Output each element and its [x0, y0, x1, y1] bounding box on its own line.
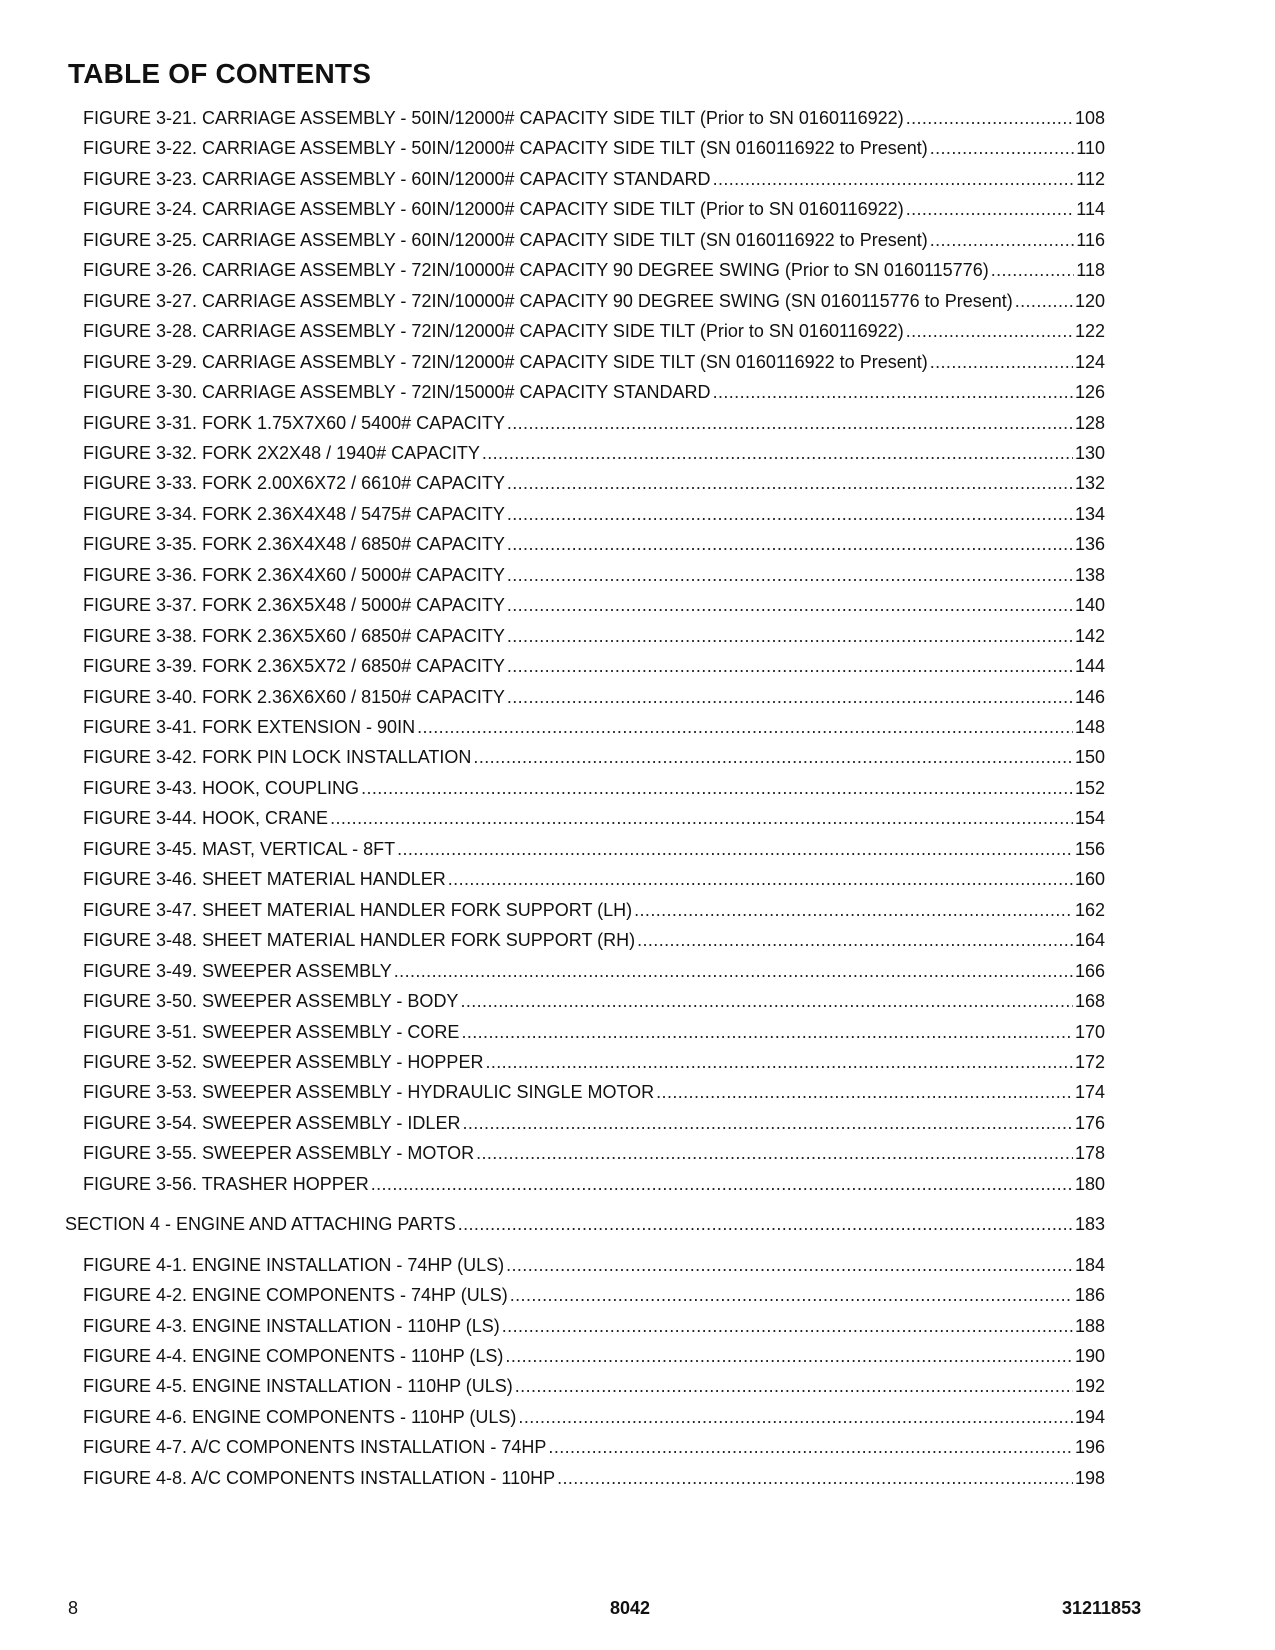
- dot-leader: [462, 1112, 1073, 1134]
- page-title: TABLE OF CONTENTS: [68, 58, 372, 89]
- dot-leader: [930, 137, 1075, 159]
- toc-entry-label: FIGURE 3-38. FORK 2.36X5X60 / 6850# CAPACITY: [83, 625, 505, 646]
- toc-entry-label: FIGURE 3-31. FORK 1.75X7X60 / 5400# CAPACITY: [83, 412, 505, 433]
- toc-entry-page: 194: [1074, 1406, 1105, 1427]
- toc-entry-label: FIGURE 4-7. A/C COMPONENTS INSTALLATION - 74HP: [83, 1437, 547, 1458]
- dot-leader: [507, 412, 1073, 434]
- toc-entry-label: FIGURE 3-47. SHEET MATERIAL HANDLER FORK SUPPORT (LH): [83, 899, 633, 920]
- toc-entry-label: FIGURE 3-41. FORK EXTENSION - 90IN: [83, 717, 416, 737]
- dot-leader: [713, 381, 1073, 403]
- toc-entry-page: 146: [1074, 686, 1105, 707]
- toc-figure-entry[interactable]: [83, 533, 1105, 555]
- dot-leader: [502, 1315, 1073, 1337]
- toc-entry-label: FIGURE 4-6. ENGINE COMPONENTS - 110HP (ULS): [83, 1406, 517, 1427]
- toc-entry-page: 116: [1076, 229, 1105, 250]
- toc-entry-label: FIGURE 3-48. SHEET MATERIAL HANDLER FORK SUPPORT (RH): [83, 930, 636, 951]
- toc-figure-entry[interactable]: [83, 381, 1105, 403]
- toc-entry-page: 168: [1074, 991, 1105, 1012]
- toc-entry-page: 120: [1074, 290, 1105, 311]
- toc-entry-page: 183: [1074, 1214, 1105, 1235]
- toc-entry-page: 192: [1074, 1376, 1105, 1397]
- dot-leader: [906, 107, 1073, 129]
- toc-entry-label: FIGURE 3-42. FORK PIN LOCK INSTALLATION: [83, 747, 472, 768]
- toc-entry-page: 166: [1074, 960, 1105, 981]
- toc-figure-entry[interactable]: [83, 1406, 1105, 1428]
- toc-figure-entry[interactable]: [83, 807, 1105, 829]
- dot-leader: [507, 686, 1073, 708]
- toc-entry-label: FIGURE 4-3. ENGINE INSTALLATION - 110HP (LS): [83, 1315, 500, 1336]
- dot-leader: [991, 259, 1075, 281]
- toc-figure-entry[interactable]: [83, 442, 1105, 464]
- toc-entry-label: FIGURE 4-8. A/C COMPONENTS INSTALLATION - 110HP: [83, 1467, 556, 1488]
- toc-figure-entry[interactable]: [83, 594, 1105, 616]
- toc-entry-page: 126: [1074, 382, 1105, 403]
- toc-entry-page: 188: [1074, 1315, 1105, 1336]
- toc-figure-entry[interactable]: [83, 1021, 1105, 1043]
- toc-entry-label: FIGURE 3-28. CARRIAGE ASSEMBLY - 72IN/12000# CAPACITY SIDE TILT (Prior to SN 0160116922): [83, 321, 904, 342]
- toc-figure-entry[interactable]: [83, 107, 1105, 129]
- toc-entry-label: FIGURE 3-36. FORK 2.36X4X60 / 5000# CAPACITY: [83, 564, 505, 585]
- toc-entry-page: 128: [1074, 412, 1105, 433]
- toc-figure-entry[interactable]: [83, 1284, 1105, 1306]
- dot-leader: [507, 533, 1073, 555]
- toc-entry-page: 112: [1076, 168, 1105, 189]
- toc-entry-label: FIGURE 3-51. SWEEPER ASSEMBLY - CORE: [83, 1021, 460, 1042]
- toc-entry-page: 144: [1074, 656, 1105, 677]
- toc-entry-page: 154: [1074, 808, 1105, 829]
- toc-entry-label: FIGURE 3-26. CARRIAGE ASSEMBLY - 72IN/10000# CAPACITY 90 DEGREE SWING (Prior to SN 0160115776): [83, 260, 989, 281]
- dot-leader: [485, 1051, 1073, 1073]
- toc-figure-entry[interactable]: [83, 1436, 1105, 1458]
- toc-entry-page: 140: [1074, 595, 1105, 616]
- toc-entry-page: 196: [1074, 1437, 1105, 1458]
- footer-model: 8042: [610, 1598, 651, 1618]
- toc-entry-label: FIGURE 3-35. FORK 2.36X4X48 / 6850# CAPACITY: [83, 534, 505, 555]
- footer-page-number: 8: [68, 1598, 79, 1618]
- dot-leader: [507, 564, 1073, 586]
- dot-leader: [510, 1284, 1073, 1306]
- toc-figure-entry[interactable]: [83, 838, 1105, 860]
- toc-entry-page: 160: [1074, 869, 1105, 890]
- toc-entry-page: 156: [1074, 838, 1105, 859]
- toc-entry-page: 148: [1074, 717, 1105, 737]
- toc-figure-entry[interactable]: [83, 472, 1105, 494]
- toc-entry-label: FIGURE 3-27. CARRIAGE ASSEMBLY - 72IN/10000# CAPACITY 90 DEGREE SWING (SN 0160115776 to Present): [83, 290, 1013, 311]
- dot-leader: [371, 1173, 1073, 1195]
- dot-leader: [507, 655, 1073, 677]
- toc-entry-page: 108: [1074, 108, 1105, 128]
- toc-entry-label: FIGURE 3-53. SWEEPER ASSEMBLY - HYDRAULIC SINGLE MOTOR: [83, 1082, 655, 1103]
- toc-entry-page: 170: [1074, 1021, 1105, 1042]
- toc-entry-label: FIGURE 3-45. MAST, VERTICAL - 8FT: [83, 838, 396, 859]
- toc-entry-label: FIGURE 4-4. ENGINE COMPONENTS - 110HP (LS): [83, 1346, 504, 1366]
- toc-figure-entry[interactable]: [83, 1142, 1105, 1164]
- toc-entry-label: FIGURE 3-32. FORK 2X2X48 / 1940# CAPACITY: [83, 442, 480, 463]
- toc-entry-page: 110: [1076, 138, 1105, 159]
- toc-figure-entry[interactable]: [83, 1112, 1105, 1134]
- toc-figure-entry[interactable]: [83, 351, 1105, 373]
- toc-entry-page: 190: [1074, 1346, 1105, 1366]
- toc-entry-label: FIGURE 3-25. CARRIAGE ASSEMBLY - 60IN/12000# CAPACITY SIDE TILT (SN 0160116922 to Present): [83, 229, 928, 250]
- toc-entry-label: FIGURE 3-55. SWEEPER ASSEMBLY - MOTOR: [83, 1143, 475, 1164]
- toc-figure-entry[interactable]: [83, 716, 1105, 738]
- toc-section-entry[interactable]: [65, 1213, 1105, 1235]
- toc-entry-page: 186: [1074, 1285, 1105, 1306]
- dot-leader: [906, 320, 1073, 342]
- toc-entry-label: FIGURE 4-2. ENGINE COMPONENTS - 74HP (ULS): [83, 1285, 508, 1306]
- dot-leader: [507, 503, 1073, 525]
- toc-entry-label: FIGURE 3-24. CARRIAGE ASSEMBLY - 60IN/12000# CAPACITY SIDE TILT (Prior to SN 0160116922): [83, 199, 904, 220]
- dot-leader: [397, 838, 1073, 860]
- toc-entry-label: FIGURE 3-22. CARRIAGE ASSEMBLY - 50IN/12000# CAPACITY SIDE TILT (SN 0160116922 to Present): [83, 138, 928, 159]
- dot-leader: [461, 1021, 1073, 1043]
- toc-figure-entry[interactable]: [83, 686, 1105, 708]
- toc-entry-page: 124: [1074, 351, 1105, 372]
- dot-leader: [906, 198, 1075, 220]
- toc-figure-entry[interactable]: [83, 655, 1105, 677]
- toc-figure-entry[interactable]: [83, 899, 1105, 921]
- toc-entry-page: 180: [1074, 1173, 1105, 1194]
- dot-leader: [460, 990, 1073, 1012]
- toc-figure-entry[interactable]: [83, 625, 1105, 647]
- toc-figure-entry[interactable]: [83, 868, 1105, 890]
- toc-entry-page: 150: [1074, 747, 1105, 768]
- toc-entry-label: FIGURE 3-49. SWEEPER ASSEMBLY: [83, 960, 392, 981]
- toc-figure-entry[interactable]: [83, 503, 1105, 525]
- dot-leader: [507, 594, 1073, 616]
- toc-entry-page: 136: [1074, 534, 1105, 555]
- toc-figure-entry[interactable]: [83, 259, 1105, 281]
- toc-entry-label: FIGURE 3-23. CARRIAGE ASSEMBLY - 60IN/12000# CAPACITY STANDARD: [83, 168, 711, 189]
- toc-entry-label: FIGURE 3-30. CARRIAGE ASSEMBLY - 72IN/15000# CAPACITY STANDARD: [83, 382, 711, 403]
- dot-leader: [518, 1406, 1073, 1428]
- toc-entry-label: FIGURE 3-54. SWEEPER ASSEMBLY - IDLER: [83, 1112, 461, 1133]
- toc-entry-page: 122: [1074, 321, 1105, 342]
- toc-entry-label: FIGURE 3-21. CARRIAGE ASSEMBLY - 50IN/12000# CAPACITY SIDE TILT (Prior to SN 0160116922): [83, 108, 904, 128]
- dot-leader: [637, 929, 1073, 951]
- toc-figure-entry[interactable]: [83, 929, 1105, 951]
- dot-leader: [507, 472, 1073, 494]
- toc-figure-entry[interactable]: [83, 1081, 1105, 1103]
- toc-figure-entry[interactable]: [83, 412, 1105, 434]
- toc-entry-label: FIGURE 3-46. SHEET MATERIAL HANDLER: [83, 869, 446, 890]
- toc-figure-entry[interactable]: [83, 168, 1105, 190]
- dot-leader: [458, 1213, 1073, 1235]
- toc-entry-page: 164: [1074, 930, 1105, 951]
- toc-entry-page: 134: [1074, 503, 1105, 524]
- toc-figure-entry[interactable]: [83, 777, 1105, 799]
- dot-leader: [448, 868, 1073, 890]
- dot-leader: [505, 1345, 1073, 1367]
- toc-entry-page: 184: [1074, 1254, 1105, 1275]
- toc-figure-entry[interactable]: [83, 1315, 1105, 1337]
- toc-entry-page: 178: [1074, 1143, 1105, 1164]
- toc-figure-entry[interactable]: [83, 198, 1105, 220]
- toc-figure-entry[interactable]: [83, 290, 1105, 312]
- toc-figure-entry[interactable]: [83, 990, 1105, 1012]
- toc-entry-label: FIGURE 4-5. ENGINE INSTALLATION - 110HP (ULS): [83, 1376, 513, 1397]
- toc-entry-label: SECTION 4 - ENGINE AND ATTACHING PARTS: [65, 1214, 456, 1235]
- toc-figure-entry[interactable]: [83, 1467, 1105, 1489]
- dot-leader: [548, 1436, 1073, 1458]
- toc-entry-label: FIGURE 3-56. TRASHER HOPPER: [83, 1173, 369, 1194]
- toc-figure-entry[interactable]: [83, 1254, 1105, 1276]
- footer-part-number: 31211853: [1062, 1598, 1142, 1618]
- toc-entry-page: 132: [1074, 473, 1105, 494]
- dot-leader: [713, 168, 1075, 190]
- toc-figure-entry[interactable]: [83, 960, 1105, 982]
- toc-figure-entry[interactable]: [83, 564, 1105, 586]
- toc-entry-label: FIGURE 3-29. CARRIAGE ASSEMBLY - 72IN/12000# CAPACITY SIDE TILT (SN 0160116922 to Present): [83, 351, 928, 372]
- toc-entry-label: FIGURE 3-43. HOOK, COUPLING: [83, 777, 360, 798]
- dot-leader: [634, 899, 1073, 921]
- dot-leader: [482, 442, 1073, 464]
- toc-figure-entry[interactable]: [83, 1375, 1105, 1397]
- toc-entry-label: FIGURE 3-40. FORK 2.36X6X60 / 8150# CAPACITY: [83, 686, 505, 707]
- toc-entry-label: FIGURE 3-44. HOOK, CRANE: [83, 808, 329, 829]
- toc-entry-label: FIGURE 3-50. SWEEPER ASSEMBLY - BODY: [83, 991, 459, 1012]
- dot-leader: [515, 1375, 1073, 1397]
- dot-leader: [361, 777, 1073, 799]
- dot-leader: [506, 1254, 1073, 1276]
- dot-leader: [930, 229, 1075, 251]
- toc-entry-label: FIGURE 4-1. ENGINE INSTALLATION - 74HP (ULS): [83, 1254, 505, 1275]
- toc-figure-entry[interactable]: [83, 137, 1105, 159]
- toc-figure-entry[interactable]: [83, 320, 1105, 342]
- dot-leader: [656, 1081, 1073, 1103]
- dot-leader: [930, 351, 1073, 373]
- toc-entry-page: 162: [1074, 899, 1105, 920]
- toc-entry-label: FIGURE 3-39. FORK 2.36X5X72 / 6850# CAPACITY: [83, 656, 505, 677]
- toc-entry-page: 172: [1074, 1051, 1105, 1072]
- dot-leader: [507, 625, 1073, 647]
- toc-entry-page: 198: [1074, 1467, 1105, 1488]
- dot-leader: [473, 746, 1073, 768]
- toc-entry-label: FIGURE 3-37. FORK 2.36X5X48 / 5000# CAPACITY: [83, 595, 505, 616]
- toc-entry-page: 142: [1074, 625, 1105, 646]
- toc-entry-label: FIGURE 3-33. FORK 2.00X6X72 / 6610# CAPACITY: [83, 473, 505, 494]
- toc-entry-page: 114: [1076, 199, 1105, 220]
- toc-entry-page: 130: [1074, 442, 1105, 463]
- dot-leader: [1015, 290, 1073, 312]
- toc-figure-entry[interactable]: [83, 746, 1105, 768]
- dot-leader: [417, 716, 1073, 738]
- dot-leader: [330, 807, 1073, 829]
- toc-entry-page: 118: [1076, 260, 1105, 281]
- dot-leader: [394, 960, 1073, 982]
- toc-figure-entry[interactable]: [83, 229, 1105, 251]
- toc-entry-page: 152: [1074, 777, 1105, 798]
- toc-entry-label: FIGURE 3-52. SWEEPER ASSEMBLY - HOPPER: [83, 1051, 484, 1072]
- toc-entry-page: 174: [1074, 1082, 1105, 1103]
- toc-figure-entry[interactable]: [83, 1051, 1105, 1073]
- toc-entry-page: 138: [1074, 564, 1105, 585]
- toc-figure-entry[interactable]: [83, 1173, 1105, 1195]
- toc-figure-entry[interactable]: [83, 1345, 1105, 1367]
- toc-entry-label: FIGURE 3-34. FORK 2.36X4X48 / 5475# CAPACITY: [83, 503, 505, 524]
- dot-leader: [557, 1467, 1073, 1489]
- dot-leader: [476, 1142, 1073, 1164]
- toc-entry-page: 176: [1074, 1112, 1105, 1133]
